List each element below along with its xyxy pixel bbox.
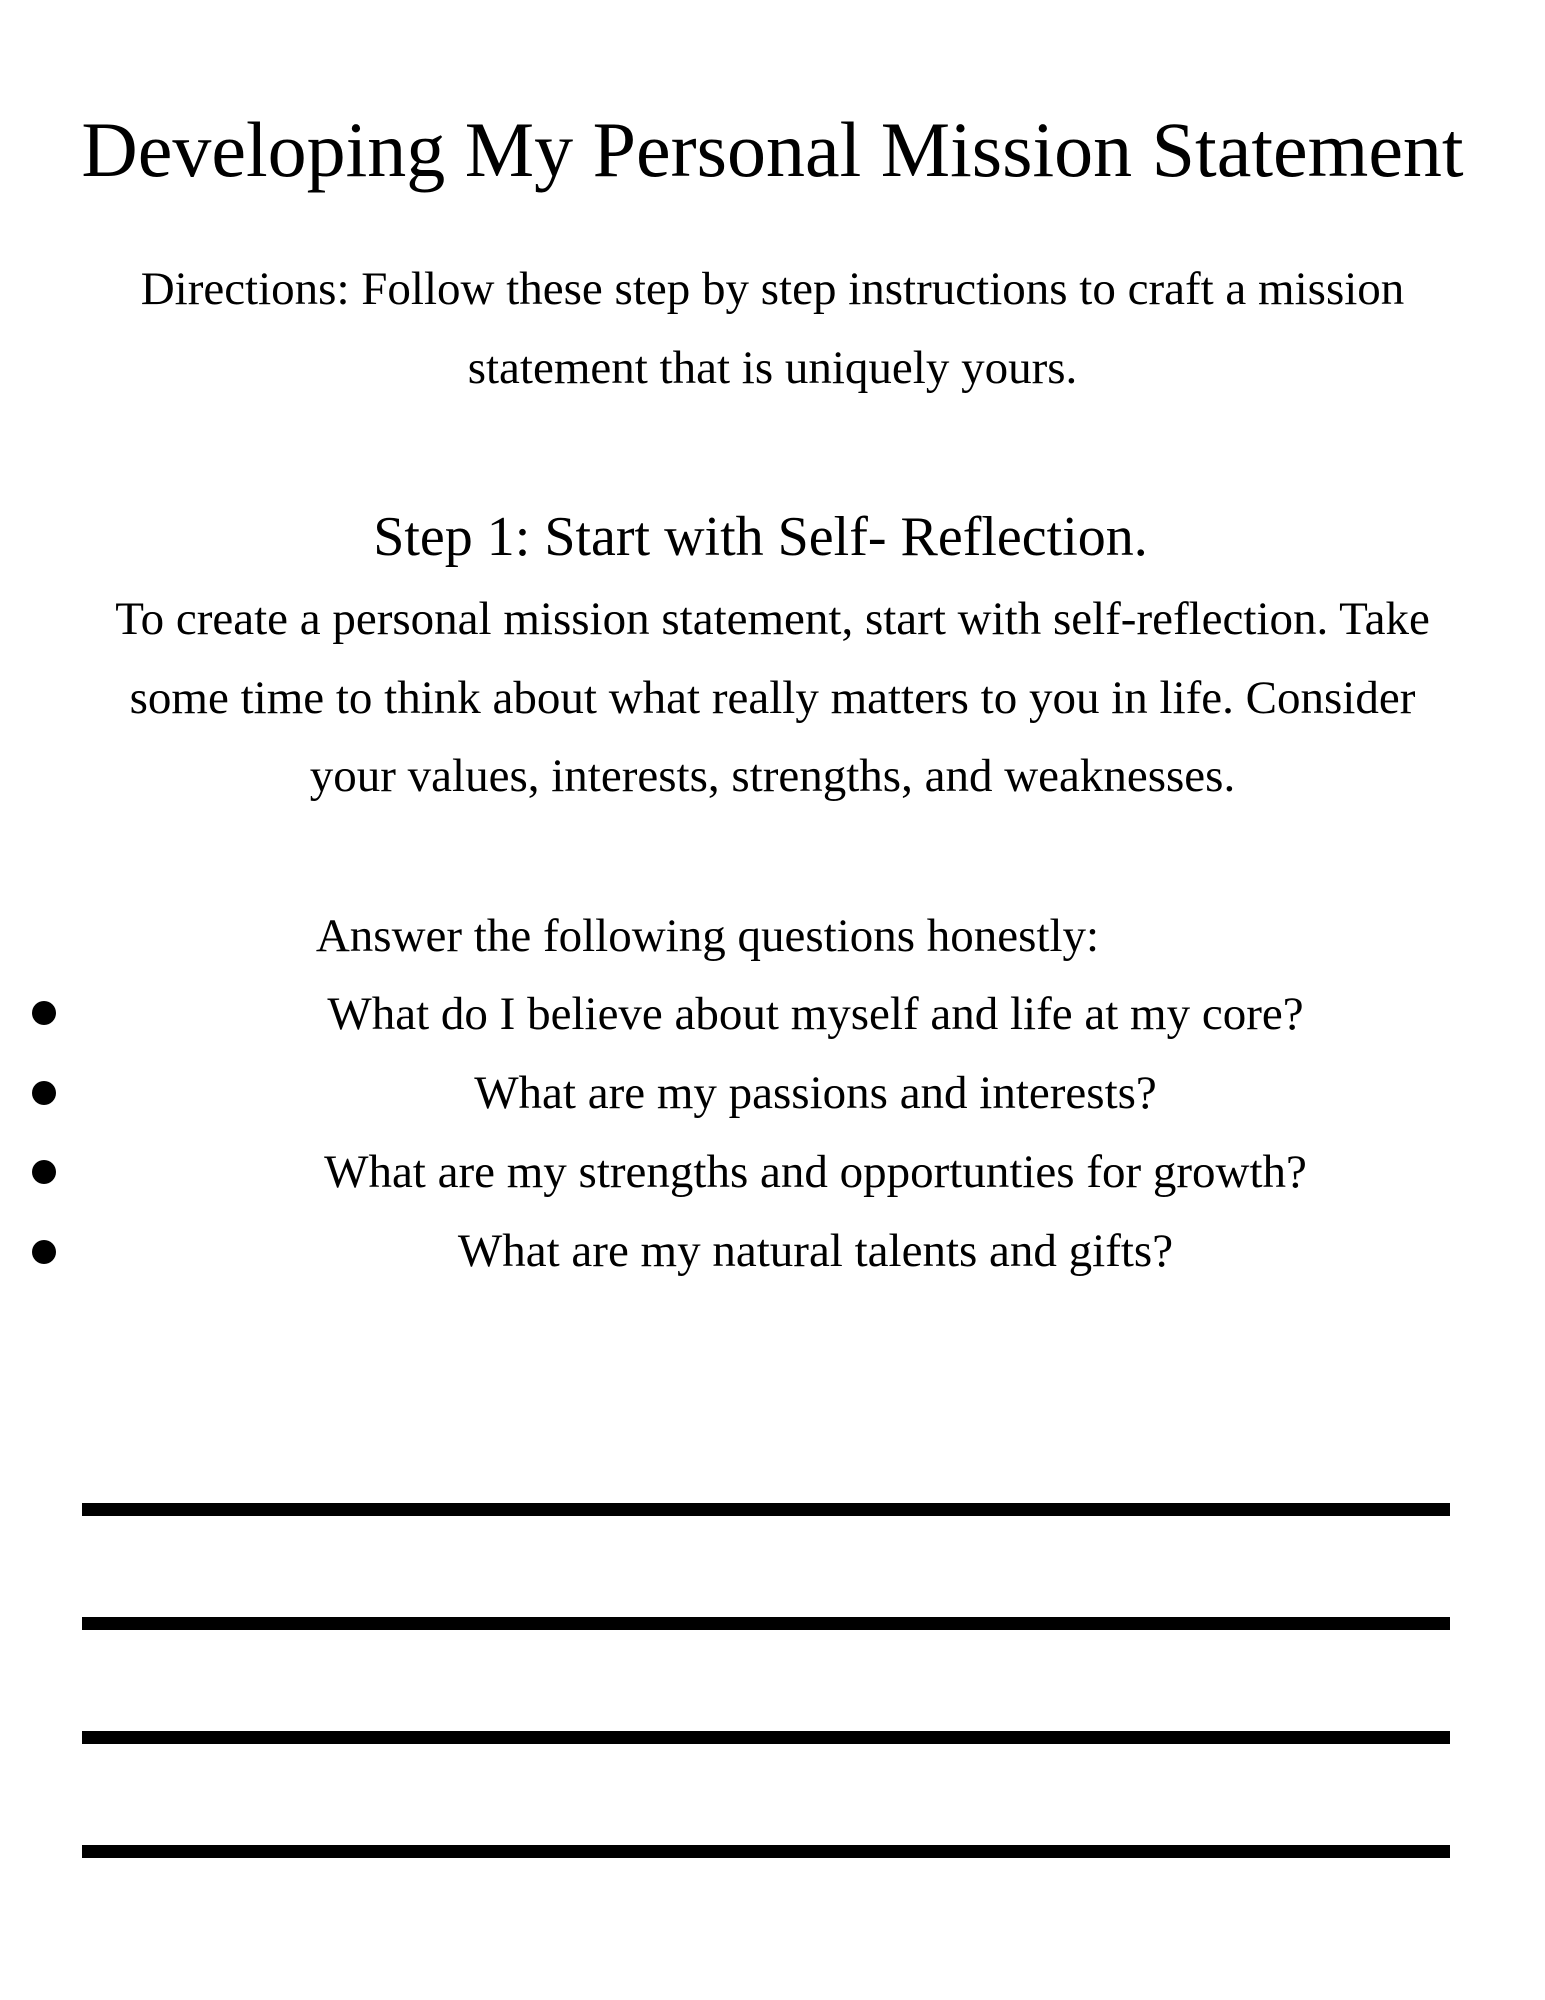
directions-line-2: statement that is uniquely yours. [467, 342, 1078, 394]
step-1-heading: Step 1: Start with Self- Reflection. [373, 506, 1148, 568]
answer-line[interactable] [82, 1617, 1450, 1630]
step-1-paragraph-line-3: your values, interests, strengths, and weaknesses. [309, 750, 1236, 802]
answer-line[interactable] [82, 1503, 1450, 1516]
question-item: What are my natural talents and gifts? [457, 1225, 1174, 1277]
questions-prompt: Answer the following questions honestly: [315, 910, 1100, 962]
question-item: What do I believe about myself and life at my core? [327, 988, 1304, 1040]
question-item: What are my strengths and opportunties for growth? [324, 1146, 1307, 1198]
page-title: Developing My Personal Mission Statement [81, 106, 1464, 193]
directions-line-1: Directions: Follow these step by step instructions to craft a mission [140, 263, 1405, 315]
question-item: What are my passions and interests? [474, 1067, 1157, 1119]
answer-line[interactable] [82, 1731, 1450, 1744]
step-1-paragraph-line-2: some time to think about what really matters to you in life. Consider [129, 672, 1416, 724]
step-1-paragraph-line-1: To create a personal mission statement, start with self-reflection. Take [115, 593, 1430, 645]
answer-line[interactable] [82, 1845, 1450, 1858]
